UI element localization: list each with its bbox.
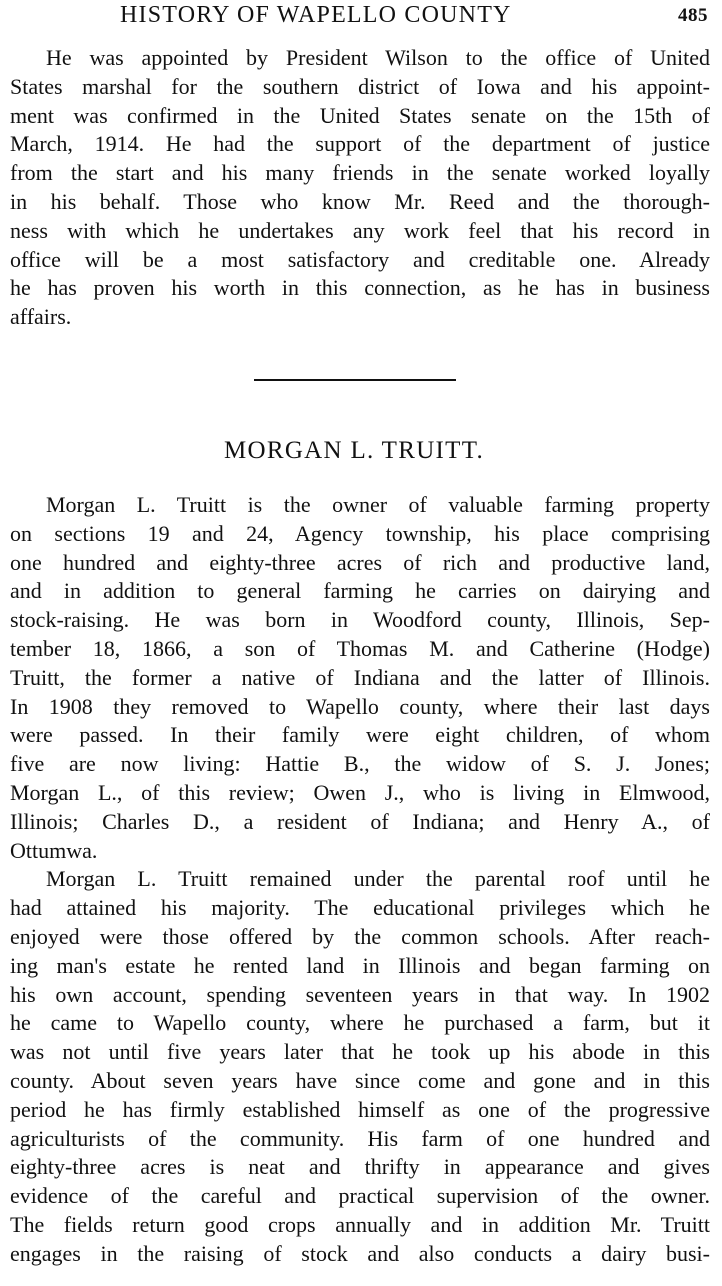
running-title: HISTORY OF WAPELLO COUNTY <box>120 2 512 28</box>
running-header <box>10 0 710 34</box>
text-line: Truitt, the former a native of Indiana and the latter of Illinois. <box>10 664 710 690</box>
text-line: affairs. <box>10 304 72 330</box>
text-line: ment was confirmed in the United States senate on the 15th of <box>10 102 710 128</box>
text-line: stock-raising. He was born in Woodford county, Illinois, Sep- <box>10 607 710 633</box>
continued-paragraph <box>10 44 710 332</box>
text-line: He was appointed by President Wilson to the office of United <box>46 45 710 70</box>
text-line: engages in the raising of stock and also conducts a dairy busi- <box>10 1240 710 1266</box>
text-line: county. About seven years have since come and gone and in this <box>10 1067 710 1093</box>
section-divider <box>254 379 456 381</box>
text-line: March, 1914. He had the support of the department of justice <box>10 131 710 157</box>
text-line: States marshal for the southern district of Iowa and his appoint- <box>10 73 710 99</box>
text-line: evidence of the careful and practical supervision of the owner. <box>10 1183 710 1209</box>
text-line: were passed. In their family were eight children, of whom <box>10 722 710 748</box>
text-line: he came to Wapello county, where he purchased a farm, but it <box>10 1010 710 1036</box>
text-line: Ottumwa. <box>10 837 98 863</box>
text-line: from the start and his many friends in the senate worked loyally <box>10 160 710 186</box>
biography-paragraph-2 <box>10 865 710 1268</box>
text-line: Morgan L. Truitt is the owner of valuable farming property <box>46 491 710 517</box>
text-line: In 1908 they removed to Wapello county, where their last days <box>10 693 710 719</box>
text-line: Morgan L. Truitt remained under the parental roof until he <box>46 866 710 892</box>
text-line: The fields return good crops annually and in addition Mr. Truitt <box>10 1211 710 1237</box>
text-line: his own account, spending seventeen years in that way. In 1902 <box>10 981 710 1007</box>
section-body <box>10 491 710 1269</box>
text-line: ness with which he undertakes any work feel that his record in <box>10 217 710 243</box>
text-line: Morgan L., of this review; Owen J., who is living in Elmwood, <box>10 779 710 805</box>
text-line: in his behalf. Those who know Mr. Reed and the thorough- <box>10 188 710 214</box>
page-number: 485 <box>678 5 708 26</box>
text-line: ing man's estate he rented land in Illinois and began farming on <box>10 952 710 978</box>
text-line: he has proven his worth in this connection, as he has in business <box>10 275 710 301</box>
text-line: one hundred and eighty-three acres of rich and productive land, <box>10 549 710 575</box>
text-line: and in addition to general farming he carries on dairying and <box>10 578 710 604</box>
text-line: had attained his majority. The educational privileges which he <box>10 895 710 921</box>
text-line: five are now living: Hattie B., the widow of S. J. Jones; <box>10 751 710 777</box>
section-heading: MORGAN L. TRUITT. <box>223 436 485 464</box>
text-line: office will be a most satisfactory and creditable one. Already <box>10 246 710 272</box>
text-line: on sections 19 and 24, Agency township, his place comprising <box>10 520 710 546</box>
text-line: period he has firmly established himself as one of the progressive <box>10 1096 710 1122</box>
book-page <box>10 0 710 1286</box>
text-line: agriculturists of the community. His farm of one hundred and <box>10 1125 710 1151</box>
text-line: eighty-three acres is neat and thrifty in appearance and gives <box>10 1154 710 1180</box>
text-line: Illinois; Charles D., a resident of Indiana; and Henry A., of <box>10 808 710 834</box>
text-line: was not until five years later that he took up his abode in this <box>10 1039 710 1065</box>
biography-paragraph-1 <box>10 491 710 865</box>
text-line: enjoyed were those offered by the common schools. After reach- <box>10 923 710 949</box>
text-line: tember 18, 1866, a son of Thomas M. and Catherine (Hodge) <box>10 635 710 661</box>
